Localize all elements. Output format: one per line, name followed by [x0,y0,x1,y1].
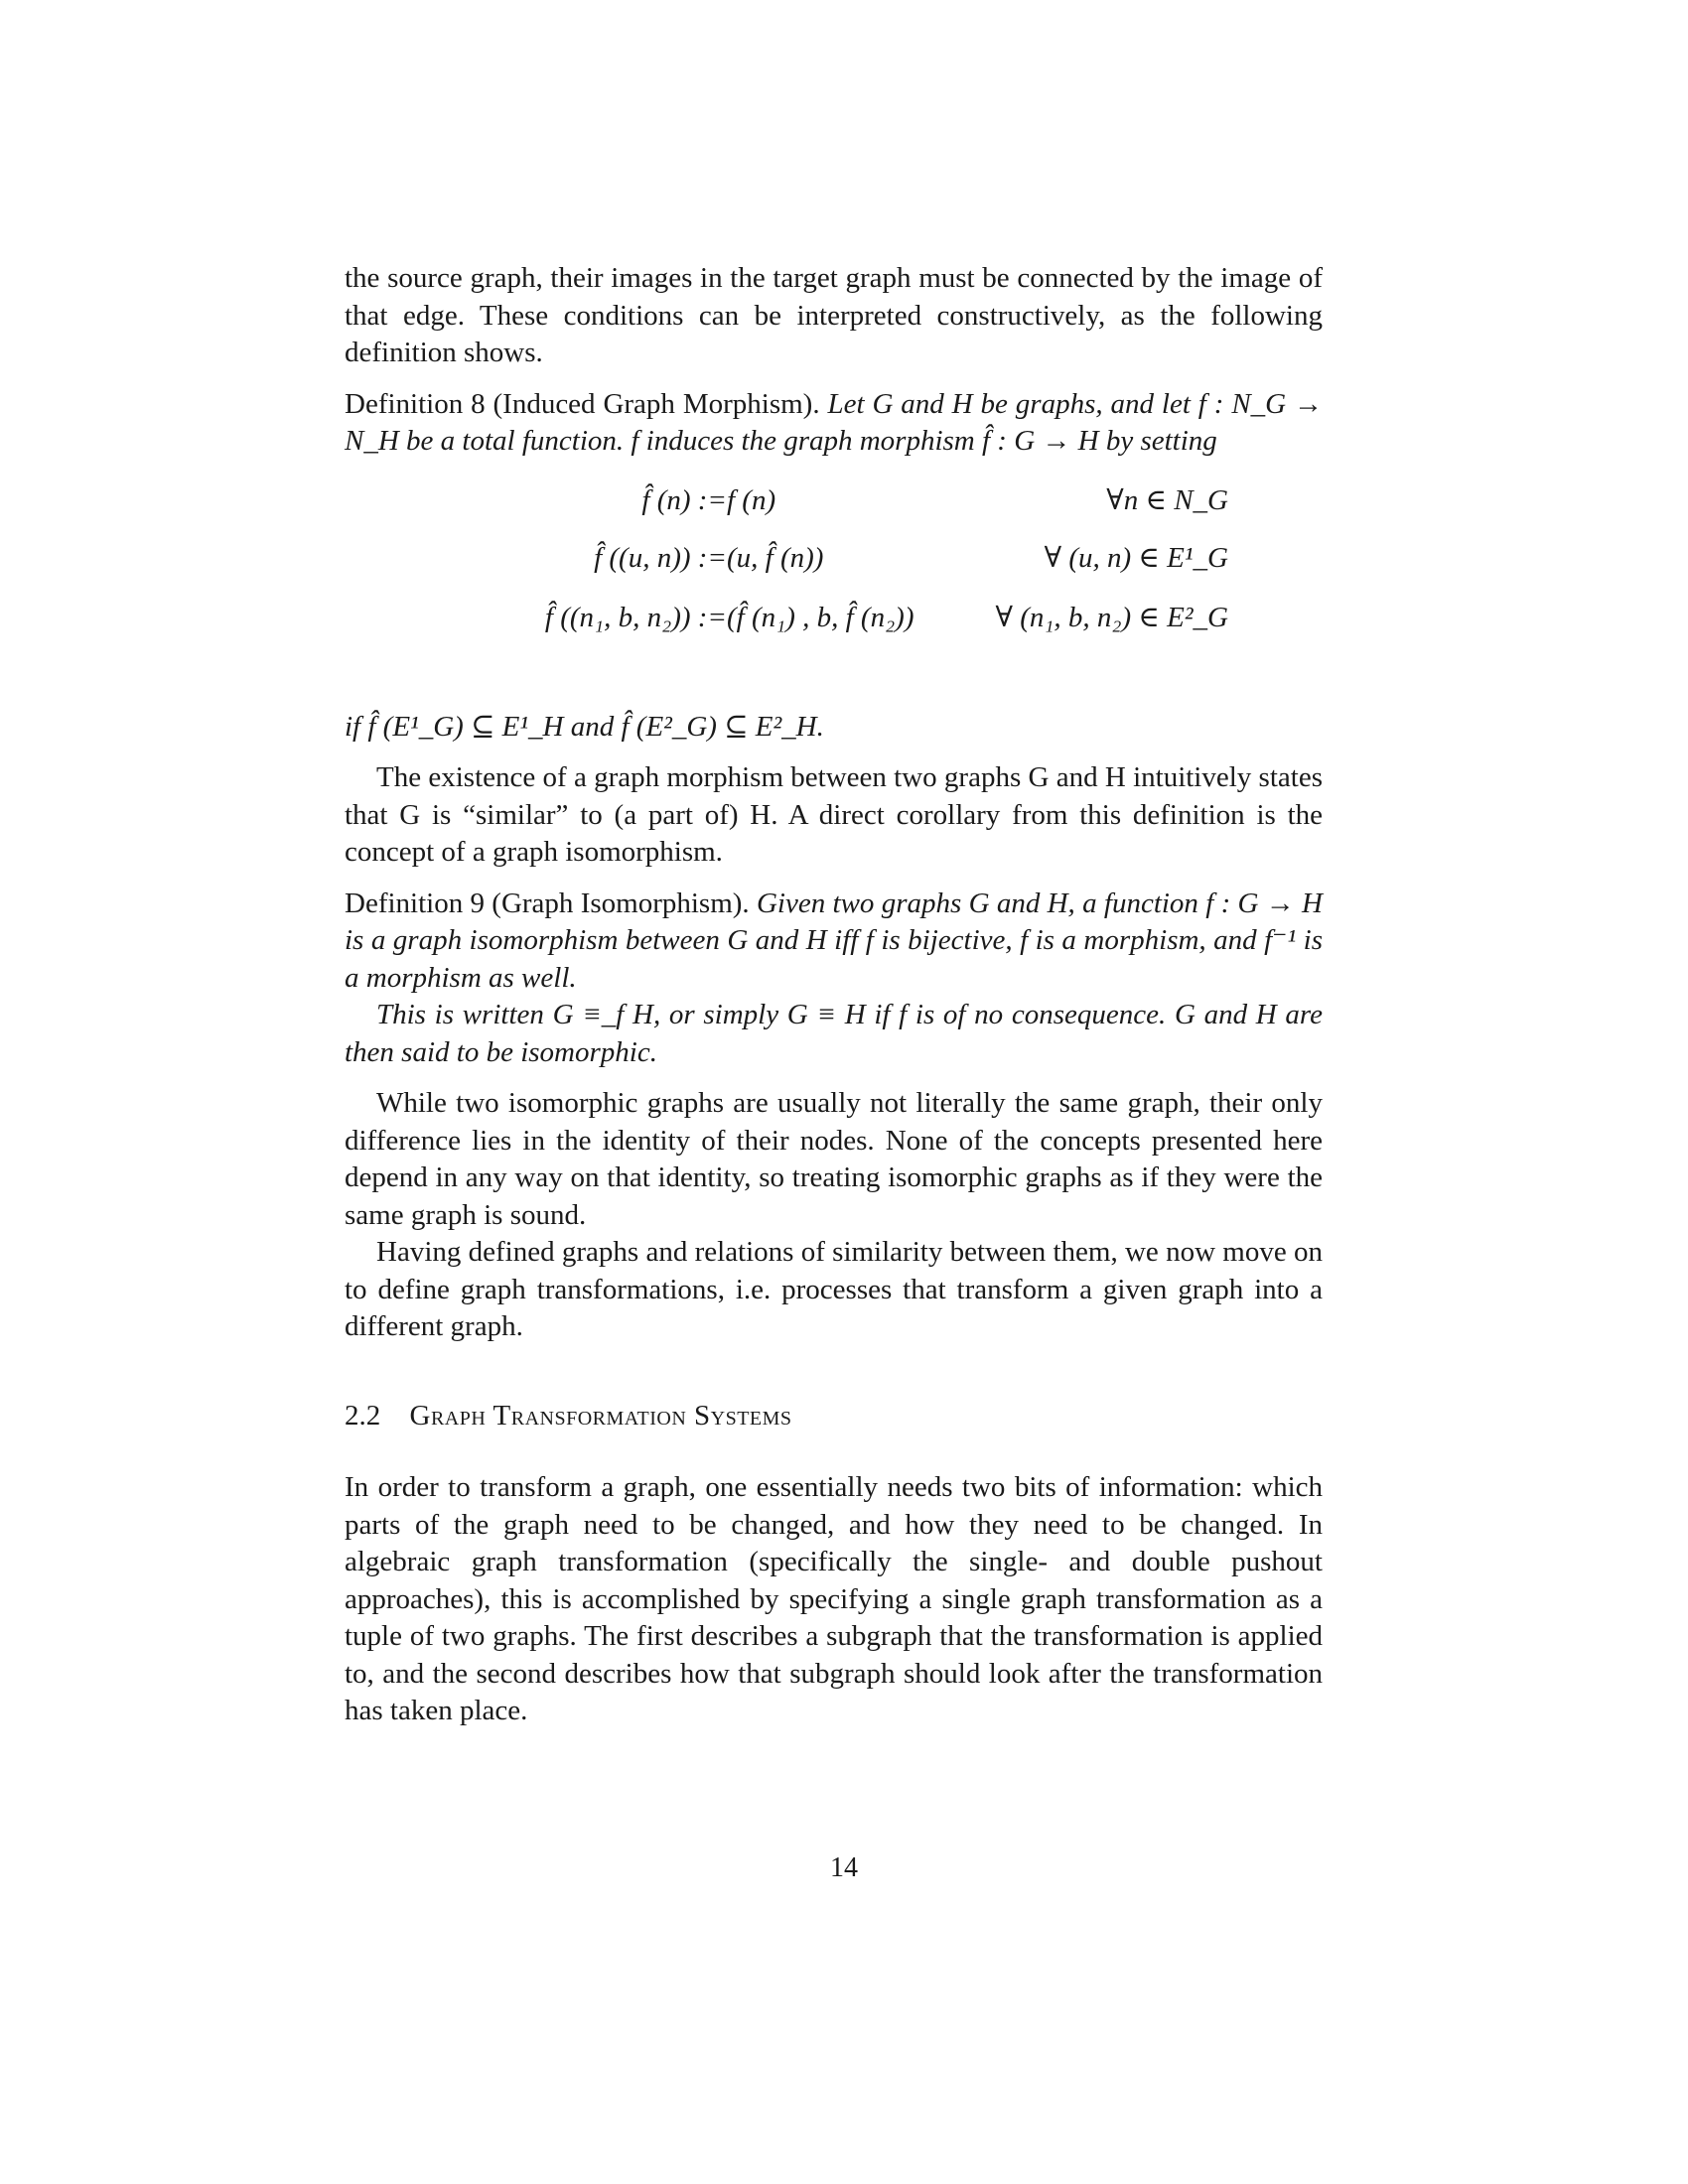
section-number: 2.2 [345,1399,381,1432]
equation-row [345,600,1323,649]
definition-9-text-2: This is written G ≡_f H, or simply G ≡ H if f is of no consequence. G and H are then said to be isomorphic. [345,999,1323,1068]
equation-rhs: (u, f̂ (n)) [727,541,824,574]
page-number: 14 [830,1852,858,1883]
section-title: Graph Transformation Systems [409,1399,792,1432]
equation-condition: ∀n ∈ N_G [1106,483,1228,516]
equation-lhs: f̂ ((u, n)) := [594,541,727,574]
equation-lhs: f̂ (n) := [641,483,727,516]
equation-block [345,482,1323,661]
paragraph-having: Having defined graphs and relations of similarity between them, we now move on to define graph transformations, i.e. processes that transform a given graph into a different graph. [345,1236,1323,1342]
definition-8-label: Definition 8 (Induced Graph Morphism). [345,387,820,420]
paragraph-intro: the source graph, their images in the target graph must be connected by the image of that edge. These conditions can be interpreted constructively, as the following definition shows. [345,262,1323,368]
definition-9-text: Given two graphs G and H, a function f : G → H is a graph isomorphism between G and H iff f is bijective, f is a morphism, and f⁻¹ is a morphism as well. [345,887,1324,994]
equation-condition: ∀ (n₁, b, n₂) ∈ E²_G [995,601,1228,633]
section-heading [345,1398,1323,1435]
equation-row [345,540,1323,590]
paragraph-while: While two isomorphic graphs are usually not literally the same graph, their only difference lies in the identity of their nodes. None of the concepts presented here depend in any way on that identity, so treating isomorphic graphs as if they were the same graph is sound. [345,1087,1323,1231]
equation-lhs: f̂ ((n₁, b, n₂)) := [544,601,727,633]
equation-condition: ∀ (u, n) ∈ E¹_G [1044,541,1228,574]
definition-8-text: Let G and H be graphs, and let f : N_G → N_H be a total function. f induces the graph morphism f̂ : G → H by setting [345,387,1323,457]
equation-rhs: (f̂ (n₁) , b, f̂ (n₂)) [727,601,914,633]
definition-8 [345,386,1323,461]
equation-rhs: f (n) [727,483,776,516]
definition-8-tail: if f̂ (E¹_G) ⊆ E¹_H and f̂ (E²_G) ⊆ E²_H. [345,710,824,743]
equation-row [345,482,1323,532]
page-content [345,260,1323,1730]
paragraph-order: In order to transform a graph, one essentially needs two bits of information: which parts of the graph need to be changed, and how they need to be changed. In algebraic graph transformation (specifically the single- and double pushout approaches), this is accomplished by specifying a single graph transformation as a tuple of two graphs. The first describes a subgraph that the transformation is applied to, and the second describes how that subgraph should look after the transformation has taken place. [345,1471,1323,1726]
definition-9-label: Definition 9 (Graph Isomorphism). [345,887,750,919]
definition-9 [345,886,1323,998]
paragraph-existence: The existence of a graph morphism between two graphs G and H intuitively states that G is “similar” to (a part of) H. A direct corollary from this definition is the concept of a graph isomorphism. [345,761,1323,868]
